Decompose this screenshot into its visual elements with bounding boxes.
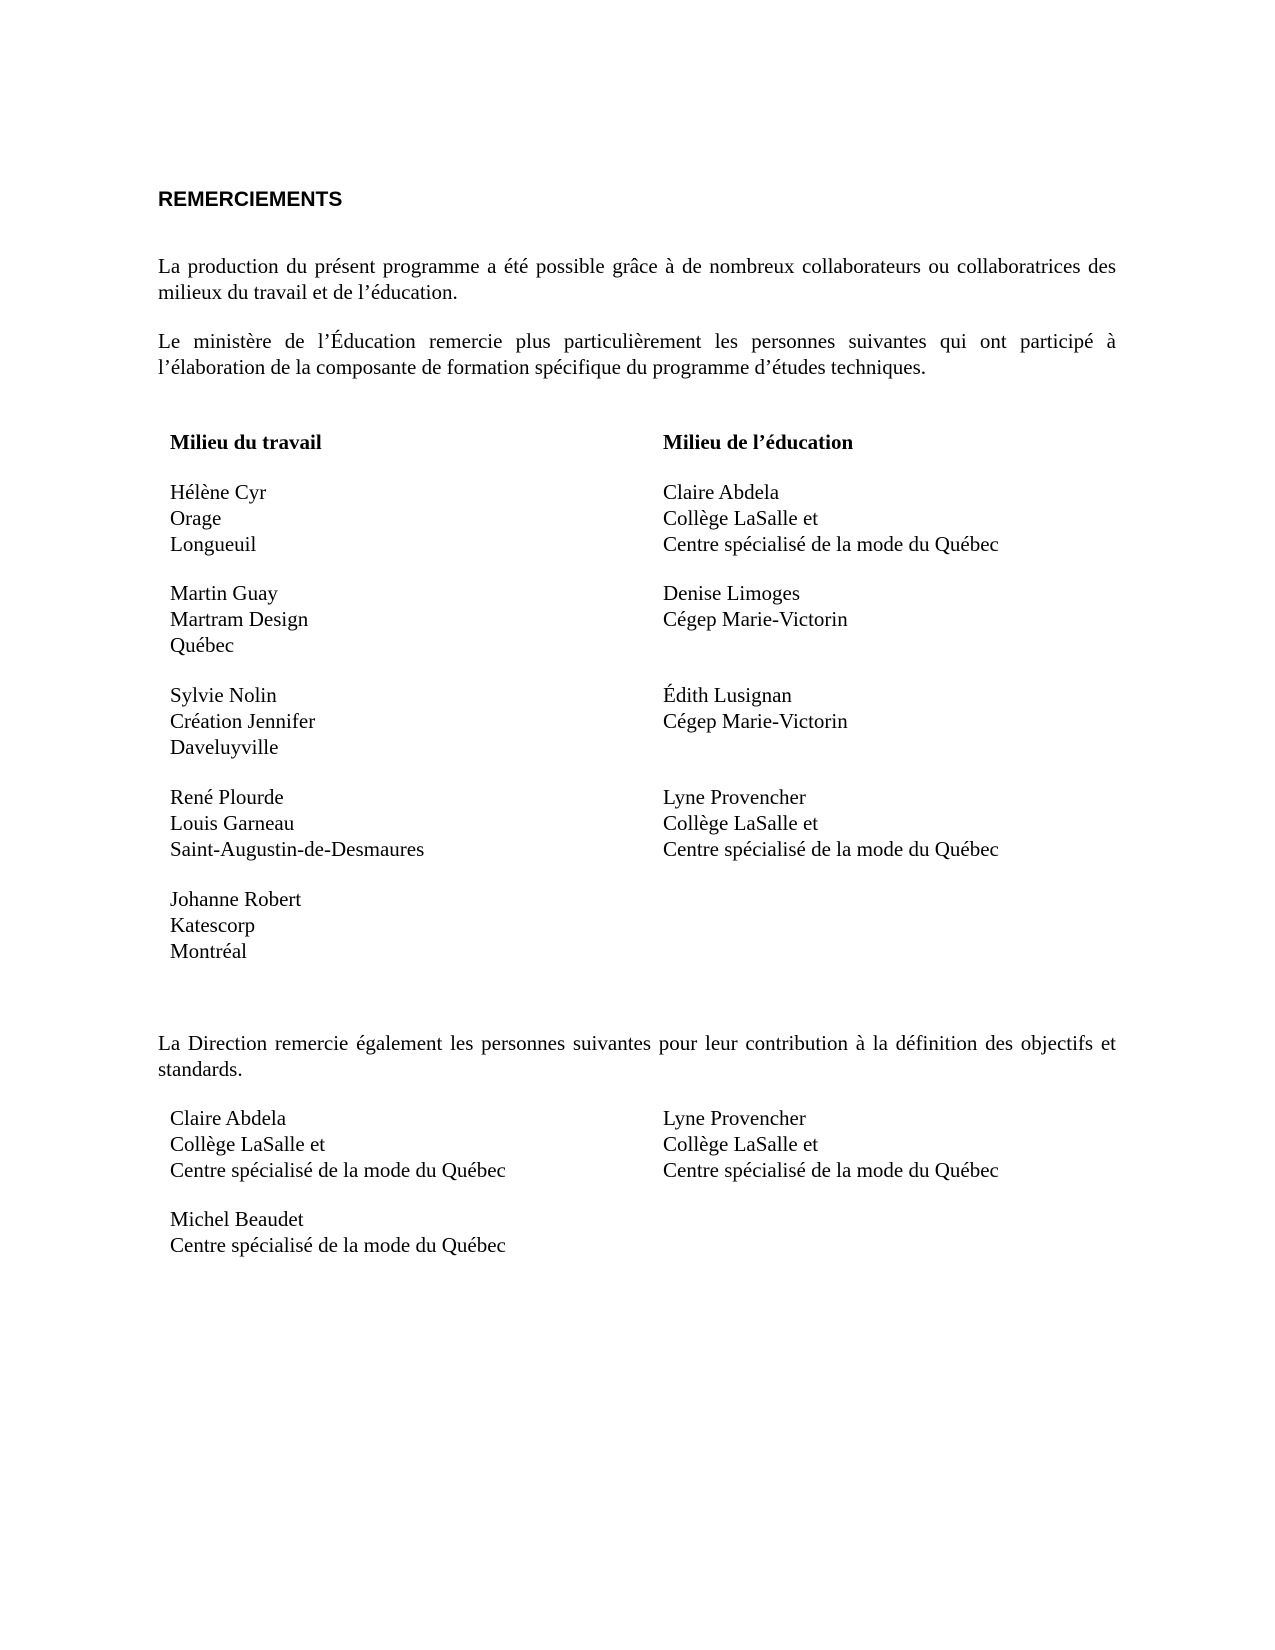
contributor-entry xyxy=(663,580,848,632)
contributor-entry xyxy=(663,479,999,557)
intro-paragraph-2: Le ministère de l’Éducation remercie plus particulièrement les personnes suivantes qui ont participé à l’élaboration de la composante de formation spécifique du programme d’études techniques. xyxy=(158,329,1116,379)
contributor-name: Michel Beaudet xyxy=(170,1207,304,1231)
intro-paragraph-1: La production du présent programme a été possible grâce à de nombreux collaborateurs ou collaboratrices des milieux du travail et de l’éducation. xyxy=(158,254,1116,304)
contributor-organization: Collège LaSalle et xyxy=(663,811,819,835)
contributor-entry xyxy=(170,580,308,658)
contributor-organization: Centre spécialisé de la mode du Québec xyxy=(170,1233,506,1257)
contributor-name: Édith Lusignan xyxy=(663,683,792,707)
contributor-city: Saint-Augustin-de-Desmaures xyxy=(170,837,425,861)
contributor-organization-line-2: Centre spécialisé de la mode du Québec xyxy=(663,532,999,556)
contributor-city: Longueuil xyxy=(170,532,257,556)
contributor-city: Daveluyville xyxy=(170,735,279,759)
contributor-entry xyxy=(170,1206,506,1258)
contributor-organization: Martram Design xyxy=(170,607,309,631)
work-column-title: Milieu du travail xyxy=(170,430,322,454)
contributor-entry xyxy=(170,784,424,862)
contributor-entry xyxy=(663,784,999,862)
contributor-name: Sylvie Nolin xyxy=(170,683,277,707)
contributor-entry xyxy=(170,1105,506,1183)
contributor-city: Québec xyxy=(170,633,235,657)
contributor-entry xyxy=(170,479,266,557)
contributor-organization: Collège LaSalle et xyxy=(170,1132,326,1156)
contributor-organization: Louis Garneau xyxy=(170,811,295,835)
contributor-name: Claire Abdela xyxy=(170,1106,287,1130)
contributor-name: Lyne Provencher xyxy=(663,1106,806,1130)
contributor-organization: Collège LaSalle et xyxy=(663,1132,819,1156)
contributor-name: Johanne Robert xyxy=(170,887,302,911)
contributor-organization: Création Jennifer xyxy=(170,709,316,733)
contributor-entry xyxy=(170,886,301,964)
direction-paragraph: La Direction remercie également les personnes suivantes pour leur contribution à la définition des objectifs et standards. xyxy=(158,1031,1116,1081)
contributor-organization: Collège LaSalle et xyxy=(663,506,819,530)
contributor-entry xyxy=(663,1105,999,1183)
contributor-organization: Cégep Marie-Victorin xyxy=(663,607,848,631)
contributor-organization: Katescorp xyxy=(170,913,256,937)
contributor-organization-line-2: Centre spécialisé de la mode du Québec xyxy=(663,1158,999,1182)
contributor-name: René Plourde xyxy=(170,785,284,809)
contributor-name: Claire Abdela xyxy=(663,480,780,504)
contributor-name: Lyne Provencher xyxy=(663,785,806,809)
contributor-organization: Cégep Marie-Victorin xyxy=(663,709,848,733)
contributor-name: Hélène Cyr xyxy=(170,480,267,504)
contributor-name: Denise Limoges xyxy=(663,581,801,605)
contributor-organization-line-2: Centre spécialisé de la mode du Québec xyxy=(663,837,999,861)
education-column-title: Milieu de l’éducation xyxy=(663,430,854,454)
contributor-entry xyxy=(170,682,315,760)
contributor-entry xyxy=(663,682,848,734)
contributor-city: Montréal xyxy=(170,939,247,963)
contributor-organization: Orage xyxy=(170,506,222,530)
page-title: REMERCIEMENTS xyxy=(158,188,343,211)
contributor-name: Martin Guay xyxy=(170,581,278,605)
contributor-organization-line-2: Centre spécialisé de la mode du Québec xyxy=(170,1158,506,1182)
